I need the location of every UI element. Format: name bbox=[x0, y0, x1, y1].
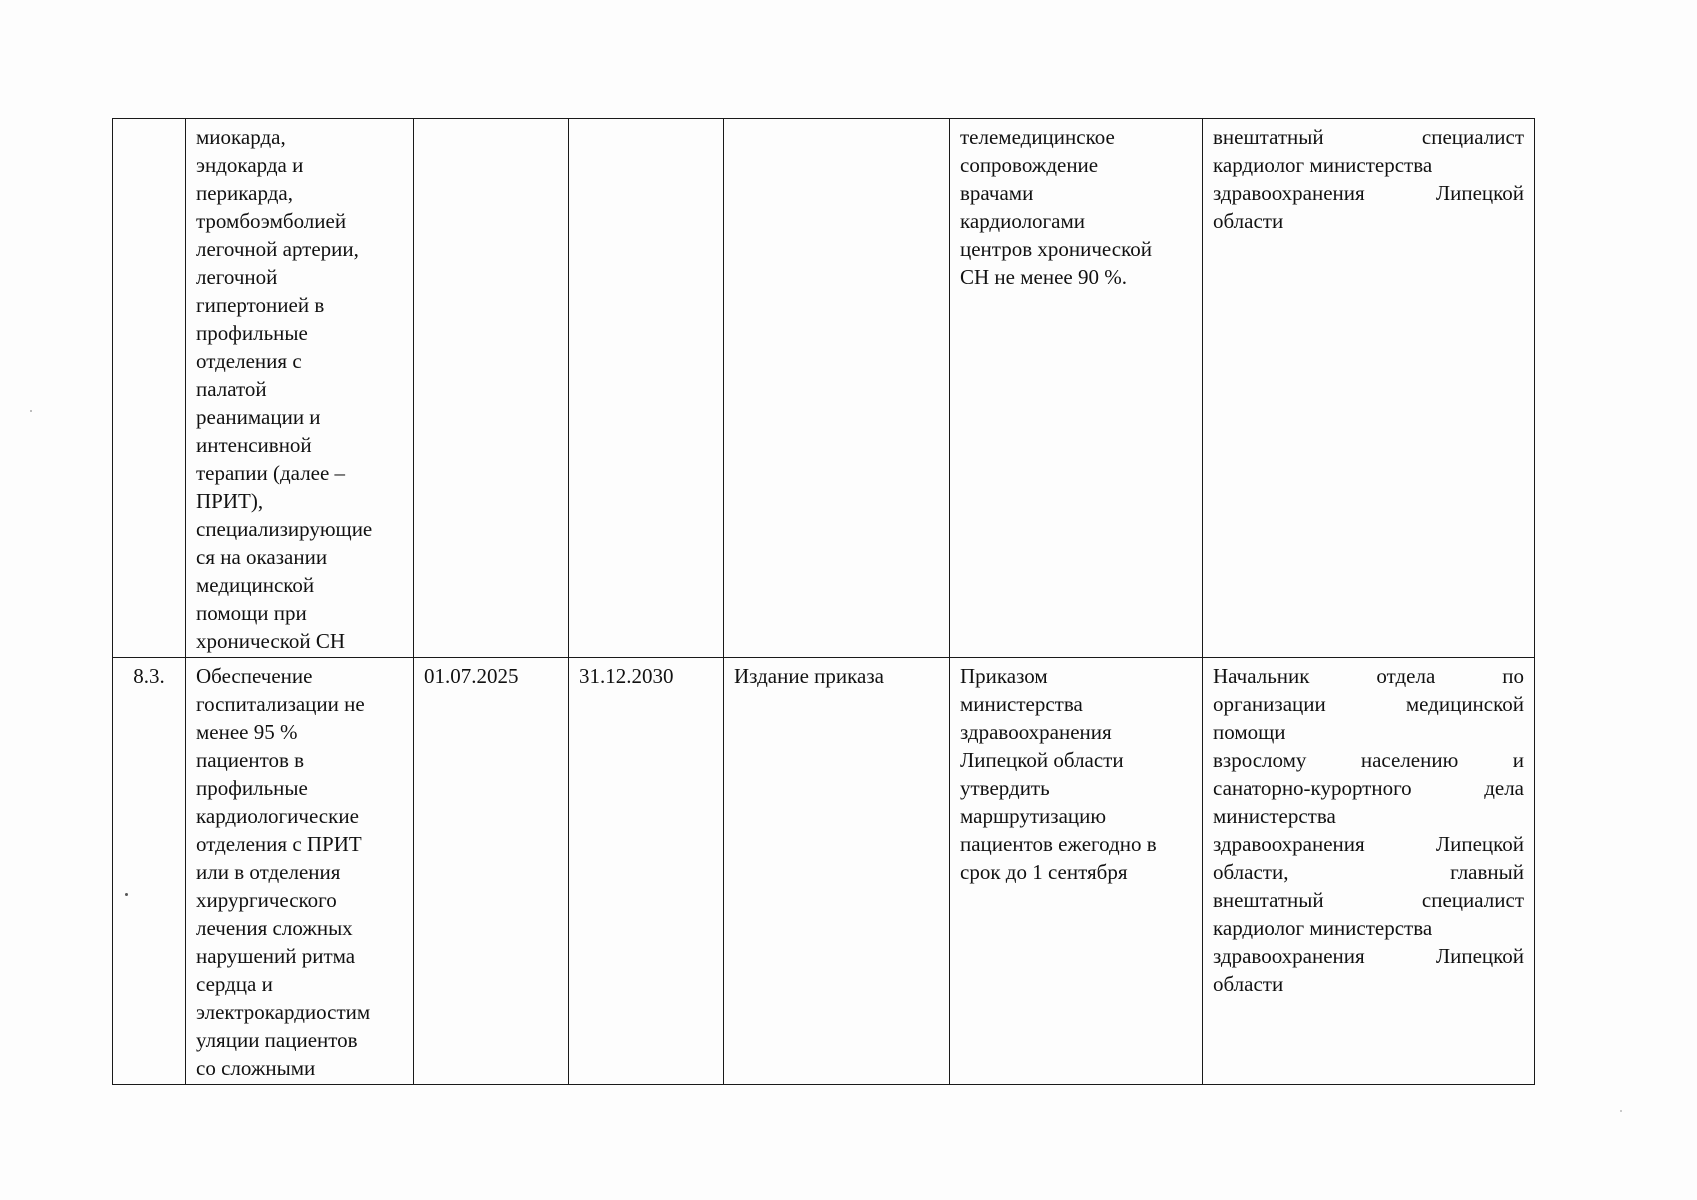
responsible-line bbox=[1213, 718, 1524, 746]
responsible-word: области, bbox=[1213, 860, 1289, 884]
responsible-line bbox=[1213, 802, 1524, 830]
responsible-line bbox=[1213, 970, 1524, 998]
responsible-word: кардиолог министерства bbox=[1213, 153, 1433, 177]
cell-number bbox=[113, 119, 186, 658]
responsible-word: здравоохранения bbox=[1213, 181, 1365, 205]
cell-form: Издание приказа bbox=[724, 658, 950, 1085]
responsible-word: Липецкой bbox=[1435, 832, 1524, 856]
cell-responsible bbox=[1203, 119, 1535, 658]
scan-speck bbox=[30, 410, 32, 412]
responsible-word: специалист bbox=[1421, 125, 1524, 149]
responsible-word: и bbox=[1512, 748, 1524, 772]
responsible-word: санаторно-курортного bbox=[1213, 776, 1412, 800]
responsible-line bbox=[1213, 151, 1524, 179]
responsible-word: министерства bbox=[1213, 804, 1336, 828]
responsible-line bbox=[1213, 774, 1524, 802]
responsible-word: кардиолог министерства bbox=[1213, 916, 1433, 940]
responsible-word: взрослому bbox=[1213, 748, 1307, 772]
responsible-word: области bbox=[1213, 972, 1284, 996]
responsible-line bbox=[1213, 179, 1524, 207]
responsible-line bbox=[1213, 207, 1524, 235]
cell-result: Приказом министерства здравоохранения Липецкой области утвердить маршрутизацию пациентов ежегодно в срок до 1 сентября bbox=[950, 658, 1203, 1085]
responsible-line bbox=[1213, 886, 1524, 914]
responsible-word: помощи bbox=[1213, 720, 1286, 744]
responsible-word: области bbox=[1213, 209, 1284, 233]
cell-measure: миокарда, эндокарда и перикарда, тромбоэмболией легочной артерии, легочной гипертонией в профильные отделения с палатой реанимации и интенсивной терапии (далее – ПРИТ), специализирующие ся на оказании медицинской помощи при хронической СН bbox=[186, 119, 414, 658]
responsible-line bbox=[1213, 662, 1524, 690]
responsible-text bbox=[1213, 662, 1524, 998]
table-row bbox=[113, 658, 1535, 1085]
responsible-line bbox=[1213, 123, 1524, 151]
scan-speck bbox=[1620, 1110, 1622, 1112]
cell-form bbox=[724, 119, 950, 658]
responsible-line bbox=[1213, 858, 1524, 886]
responsible-word: медицинской bbox=[1405, 692, 1524, 716]
responsible-word: специалист bbox=[1421, 888, 1524, 912]
responsible-word: организации bbox=[1213, 692, 1326, 716]
responsible-word: главный bbox=[1450, 860, 1524, 884]
responsible-word: отдела bbox=[1376, 664, 1436, 688]
responsible-word: внештатный bbox=[1213, 888, 1324, 912]
responsible-line bbox=[1213, 690, 1524, 718]
responsible-line bbox=[1213, 914, 1524, 942]
cell-start-date bbox=[414, 119, 569, 658]
measures-table bbox=[112, 118, 1535, 1085]
responsible-word: по bbox=[1502, 664, 1524, 688]
responsible-word: Начальник bbox=[1213, 664, 1310, 688]
cell-end-date bbox=[569, 119, 724, 658]
cell-measure: Обеспечение госпитализации не менее 95 % пациентов в профильные кардиологические отделения с ПРИТ или в отделения хирургического лечения сложных нарушений ритма сердца и электрокардиостим уляции пациентов со сложными bbox=[186, 658, 414, 1085]
cell-number: 8.3. bbox=[113, 658, 186, 1085]
responsible-word: дела bbox=[1484, 776, 1524, 800]
responsible-word: населению bbox=[1360, 748, 1459, 772]
scan-speck bbox=[125, 893, 128, 896]
responsible-line bbox=[1213, 830, 1524, 858]
cell-end-date: 31.12.2030 bbox=[569, 658, 724, 1085]
responsible-word: здравоохранения bbox=[1213, 832, 1365, 856]
cell-start-date: 01.07.2025 bbox=[414, 658, 569, 1085]
responsible-word: Липецкой bbox=[1435, 181, 1524, 205]
responsible-line bbox=[1213, 746, 1524, 774]
responsible-word: Липецкой bbox=[1435, 944, 1524, 968]
responsible-word: здравоохранения bbox=[1213, 944, 1365, 968]
responsible-text bbox=[1213, 123, 1524, 235]
responsible-line bbox=[1213, 942, 1524, 970]
table-row bbox=[113, 119, 1535, 658]
cell-result: телемедицинское сопровождение врачами кардиологами центров хронической СН не менее 90 %. bbox=[950, 119, 1203, 658]
cell-responsible bbox=[1203, 658, 1535, 1085]
responsible-word: внештатный bbox=[1213, 125, 1324, 149]
